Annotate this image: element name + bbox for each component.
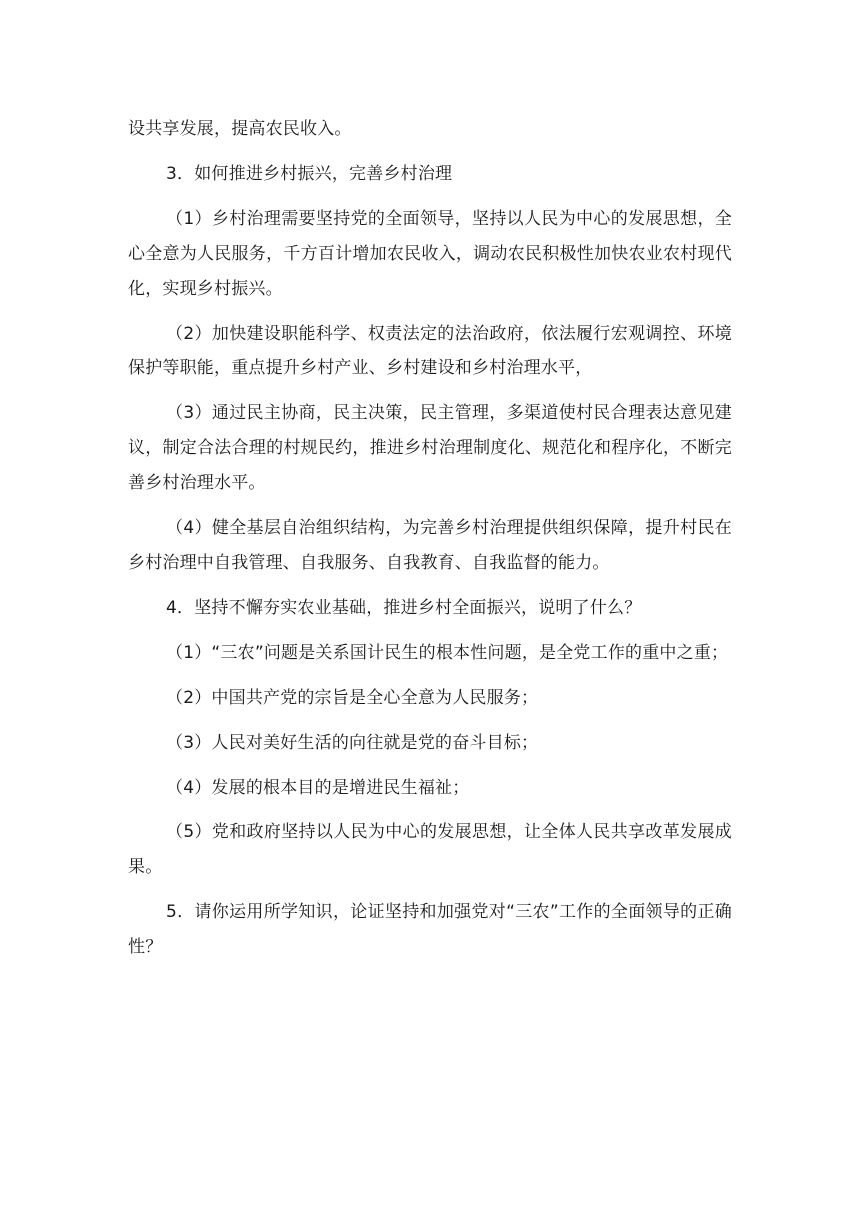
answer-4-point-2: （2）中国共产党的宗旨是全心全意为人民服务；	[166, 687, 539, 708]
answer-4-point-3: （3）人民对美好生活的向往就是党的奋斗目标；	[166, 732, 539, 753]
answer-3-point-3: （3）通过民主协商，民主决策，民主管理，多渠道使村民合理表达意见建议，制定合法合理的村规民约，推进乡村治理制度化、规范化和程序化，不断完善乡村治理水平。	[128, 403, 732, 494]
answer-3-point-1: （1）乡村治理需要坚持党的全面领导，坚持以人民为中心的发展思想，全心全意为人民服务，千方百计增加农民收入，调动农民积极性加快农业农村现代化，实现乡村振兴。	[128, 208, 732, 299]
question-4-heading: 4．坚持不懈夯实农业基础，推进乡村全面振兴，说明了什么？	[166, 597, 642, 618]
question-3-heading: 3．如何推进乡村振兴，完善乡村治理	[166, 163, 453, 184]
paragraph-continuation: 设共享发展，提高农民收入。	[128, 119, 352, 139]
document-body	[128, 112, 732, 965]
question-5-heading: 5．请你运用所学知识，论证坚持和加强党对“三农”工作的全面领导的正确性？	[128, 902, 732, 958]
answer-4-point-1: （1）“三农”问题是关系国计民生的根本性问题，是全党工作的重中之重；	[166, 642, 729, 663]
answer-3-point-4: （4）健全基层自治组织结构，为完善乡村治理提供组织保障，提升村民在乡村治理中自我管理、自我服务、自我教育、自我监督的能力。	[128, 518, 732, 573]
answer-4-point-5: （5）党和政府坚持以人民为中心的发展思想，让全体人民共享改革发展成果。	[128, 822, 732, 878]
answer-4-point-4: （4）发展的根本目的是增进民生福祉；	[166, 777, 470, 798]
answer-3-point-2: （2）加快建设职能科学、权责法定的法治政府，依法履行宏观调控、环境保护等职能，重点提升乡村产业、乡村建设和乡村治理水平，	[128, 323, 732, 379]
